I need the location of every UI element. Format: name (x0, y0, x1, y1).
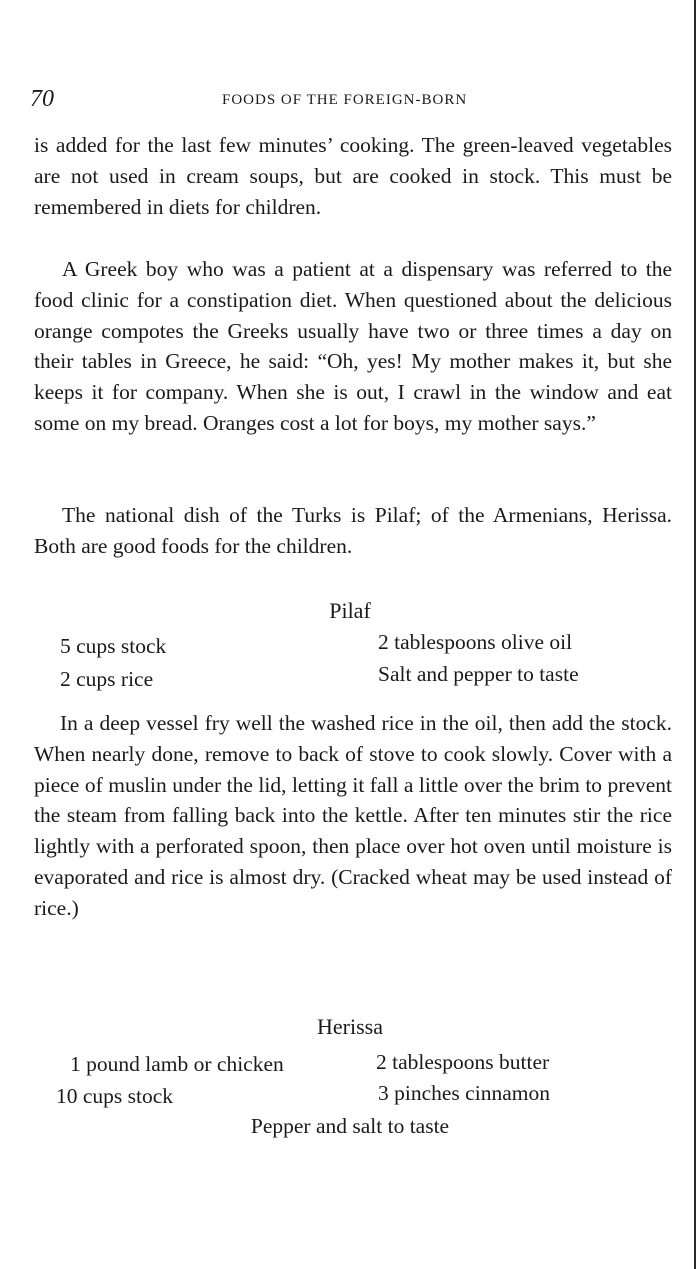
ingredient-salt-pepper: Salt and pepper to taste (378, 662, 579, 686)
paragraph-national-dishes: The national dish of the Turks is Pilaf; of the Armenians, Herissa. Both are good foods for the children. (34, 503, 672, 558)
recipe-title-pilaf: Pilaf (329, 598, 371, 623)
page-number: 70 (30, 86, 54, 112)
ingredient-lamb-chicken: 1 pound lamb or chicken (70, 1052, 284, 1076)
ingredient-cinnamon: 3 pinches cinnamon (378, 1081, 550, 1105)
recipe-title-herissa: Herissa (317, 1014, 383, 1039)
paragraph-stock-vegetables: is added for the last few minutes’ cooking. The green-leaved vegetables are not used in cream soups, but are cooked in stock. This must be remembered in diets for children. (34, 133, 672, 219)
paragraph-greek-boy: A Greek boy who was a patient at a dispensary was referred to the food clinic for a constipation diet. When questioned about the delicious orange compotes the Greeks usually have two or three times a day on their tables in Greece, he said: “Oh, yes! My mother makes it, but she keeps it for company. When she is out, I crawl in the window and eat some on my bread. Oranges cost a lot for boys, my mother says.” (34, 257, 672, 435)
ingredient-stock: 5 cups stock (60, 634, 167, 658)
ingredient-butter: 2 tablespoons butter (376, 1050, 550, 1074)
page-edge-rule (694, 0, 696, 1269)
ingredient-pepper-salt: Pepper and salt to taste (250, 1114, 450, 1138)
ingredient-stock: 10 cups stock (56, 1084, 174, 1108)
pilaf-method: In a deep vessel fry well the washed rice in the oil, then add the stock. When nearly done, remove to back of stove to cook slowly. Cover with a piece of muslin under the lid, letting it fall a little over the brim to prevent the steam from falling back into the kettle. After ten minutes stir the rice lightly with a perforated spoon, then place over hot oven until moisture is evaporated and rice is almost dry. (Cracked wheat may be used instead of rice.) (34, 711, 672, 920)
page-header (30, 86, 670, 116)
ingredient-rice: 2 cups rice (60, 667, 154, 691)
running-head: FOODS OF THE FOREIGN-BORN (222, 92, 468, 108)
ingredient-olive-oil: 2 tablespoons olive oil (378, 630, 573, 654)
